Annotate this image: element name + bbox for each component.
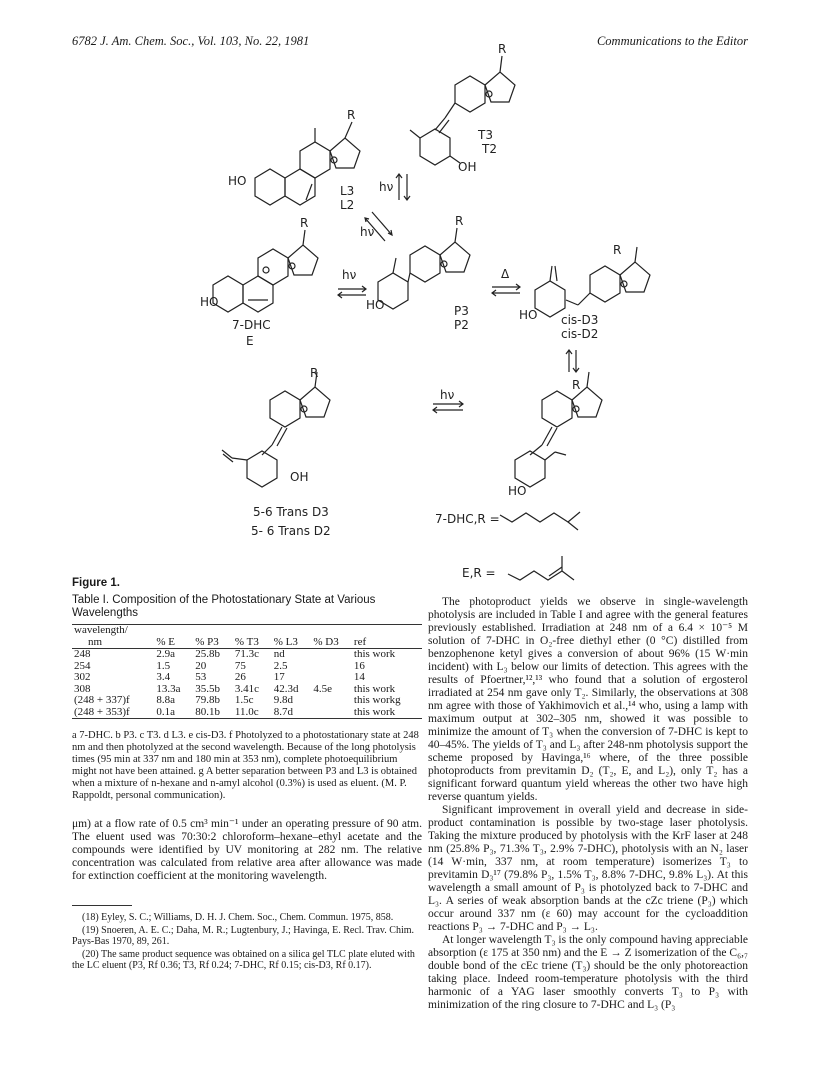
dehydrocholesterol-structure: [213, 230, 318, 312]
ho-label: HO: [508, 484, 527, 498]
side-chain-e: [508, 571, 574, 580]
ho-label: HO: [366, 298, 385, 312]
cis-vitamin-structure: [535, 247, 650, 317]
r-label: R: [613, 243, 622, 257]
equilibrium-arrows: [338, 174, 579, 413]
paragraph: Significant improvement in overall yield and decrease in side-product contamination is possible by two-stage laser photolysis. Taking the mixture produced by photolysis with the KrF laser at 248 nm (25.8% P₃, 71.3% T₃, 2.9% 7-DHC), photolysis with an N₂ laser (14 W·min, 337 nm, at room temperature) isomerizes T₃ to previtamin D₃¹⁷ (79.8% P₃, 1.5% T₃, 8.8% 7-DHC, 9.8% L₃). At this wavelength a small amount of P₃ is photolyzed back to 7-DHC and L₃. A series of weak absorption bands at the cZc triene (P₃) which occur around 337 nm (ε 60) may account for the cycloaddition reactions P₃ → 7-DHC and P₃ → L₃.: [428, 804, 748, 933]
column-header: nm: [72, 637, 154, 649]
hv-label: hν: [342, 268, 357, 282]
references: [72, 912, 422, 973]
dhc-r-label: 7-DHC,R =: [435, 512, 500, 526]
table-row: 302 3.4 53 26 17 14: [74, 671, 365, 683]
reference-20: (20) The same product sequence was obtained on a silica gel TLC plate eluted with the LC eluent (P3, Rf 0.36; T3, Rf 0.24; 7-DHC, Rf 0.15; cis-D3, Rf 0.17).: [72, 948, 415, 971]
cis-d2-label: cis-D2: [561, 327, 599, 341]
l2-label: L2: [340, 198, 355, 212]
r-label: R: [455, 214, 464, 228]
reference-19: (19) Snoeren, A. E. C.; Daha, M. R.; Lugtenbury, J.; Havinga, E. Recl. Trav. Chim. Pays-Bas 1970, 89, 261.: [72, 924, 415, 947]
ho-label: HO: [200, 295, 219, 309]
table-row: (248 + 337)f 8.8a 79.8b 1.5c 9.8d this workg: [74, 694, 401, 706]
figure-caption: Figure 1.: [72, 577, 120, 589]
hv-label: hν: [379, 180, 394, 194]
delta-label: Δ: [501, 267, 510, 281]
previtamin-structure: [378, 228, 470, 309]
column-header: % L3: [272, 637, 312, 649]
hv-label: hν: [440, 388, 455, 402]
tachysterol-structure: [410, 56, 515, 165]
p3-label: P3: [454, 304, 469, 318]
side-chain-7dhc: [500, 512, 580, 522]
column-header: wavelength/: [72, 625, 154, 637]
table-row: 254 1.5 20 75 2.5 16: [74, 659, 365, 672]
trans-d3-label: 5-6 Trans D3: [253, 505, 329, 519]
cis-d3-label: cis-D3: [561, 313, 599, 327]
p2-label: P2: [454, 318, 469, 332]
oh-label: OH: [458, 160, 477, 174]
trans-vitamin-structure: [222, 372, 330, 487]
footnote-separator: [72, 905, 132, 906]
r-label: R: [347, 108, 356, 122]
t3-label: T3: [478, 128, 493, 142]
column-header: ref: [352, 637, 422, 649]
column-header: % D3: [311, 637, 352, 649]
table-footnotes: a 7-DHC. b P3. c T3. d L3. e cis-D3. f Photolyzed to a photostationary state at 248 nm and then photolyzed at the second wavelength. Because of the long photolysis times (95 min at 337 nm and 180 min at 353 nm), complete photoequilibrium might not have been attained. g A better separation between P3 and L3 is obtained when a mixture of n-hexane and n-amyl alcohol (0.3%) is used as eluent. (M. P. Rappoldt, personal communication).: [72, 730, 419, 801]
table-title: Table I. Composition of the Photostationary State at Various Wavelengths: [72, 594, 376, 619]
table-row: 308 13.3a 35.5b 3.41c 42.3d 4.5e this work: [74, 682, 396, 695]
column-header: % E: [154, 637, 193, 649]
paragraph: μm) at a flow rate of 0.5 cm³ min⁻¹ under an operating pressure of 90 atm. The eluent used was 70:30:2 chloroform–hexane–ethyl acetate and the compounds were identified by UV monitoring at 282 nm. The relative concentration was calculated from relative area after allowance was made for extinction coefficient at the monitoring wavelength.: [72, 818, 422, 882]
r-label: R: [300, 216, 309, 230]
l3-label: L3: [340, 184, 355, 198]
ho-label: HO: [228, 174, 247, 188]
table-row: (248 + 353)f 0.1a 80.1b 11.0c 8.7d this work: [72, 707, 422, 719]
oh-label: OH: [290, 470, 309, 484]
r-label: R: [310, 366, 319, 380]
column-header: % P3: [193, 637, 233, 649]
e-label: E: [246, 334, 254, 348]
left-column-text: [72, 818, 422, 883]
photostationary-table: [72, 624, 422, 719]
reference-18: (18) Eyley, S. C.; Williams, D. H. J. Chem. Soc., Chem. Commun. 1975, 858.: [82, 912, 394, 923]
hv-label: hν: [360, 225, 375, 239]
table-row: 248 2.9a 25.8b 71.3c nd this work: [74, 648, 396, 660]
paragraph: At longer wavelength T₃ is the only compound having appreciable absorption (ε 175 at 350 nm) and the E → Z isomerization of the C₆,₇ double bond of the cEc triene (T₃) should be the only photoreaction taking place. Indeed room-temperature photolysis with the third harmonic of a YAG laser smoothly converts T₃ to P₃ with minimization of the ring closure to 7-DHC and L₃ (P₃: [428, 934, 748, 1011]
ho-label: HO: [519, 308, 538, 322]
dhc-label: 7-DHC: [232, 318, 271, 332]
column-header: % T3: [233, 637, 272, 649]
running-header-right: Communications to the Editor: [596, 34, 748, 48]
paragraph: The photoproduct yields we observe in single-wavelength photolysis are included in Table I and agree with the general features previously established. Irradiation at 248 nm of a 6.4 × 10⁻⁵ M solution of 7-DHC in O₂-free diethyl ether (0 °C) distilled from benzophenone ketyl gives a conversion of about 96% (15 W·min incident) with L₃ below our limits of detection. This agrees with the results of Pfoertner,¹²,¹³ who found that a solution of ergosterol irradiated at 254 nm gave only T₂. Similarly, the observations at 308 nm agree with those of Yakhimovich et al.,¹⁴ who, using a lamp with maximum output at 302–305 nm, showed it was possible to minimize the amount of T₃ when the conversion of 7-DHC is kept to 40–45%. The yields of T₃ and L₃ after 248-nm photolysis support the scheme proposed by Havinga,¹⁶ where, of the three possible photoproducts from previtamin D₂ (T₂, E, and L₂), only T₂ has a significant forward quantum yield whereas the other two have high reverse quantum yields.: [428, 596, 748, 803]
r-label: R: [572, 378, 581, 392]
right-column-text: [428, 596, 748, 1012]
running-header-left: 6782 J. Am. Chem. Soc., Vol. 103, No. 22, 1981: [72, 34, 310, 48]
e-r-label: E,R =: [462, 566, 496, 580]
vitamin-d-structure: [515, 372, 602, 487]
t2-label: T2: [482, 142, 497, 156]
r-label: R: [498, 42, 507, 56]
trans-d2-label: 5- 6 Trans D2: [251, 524, 331, 538]
